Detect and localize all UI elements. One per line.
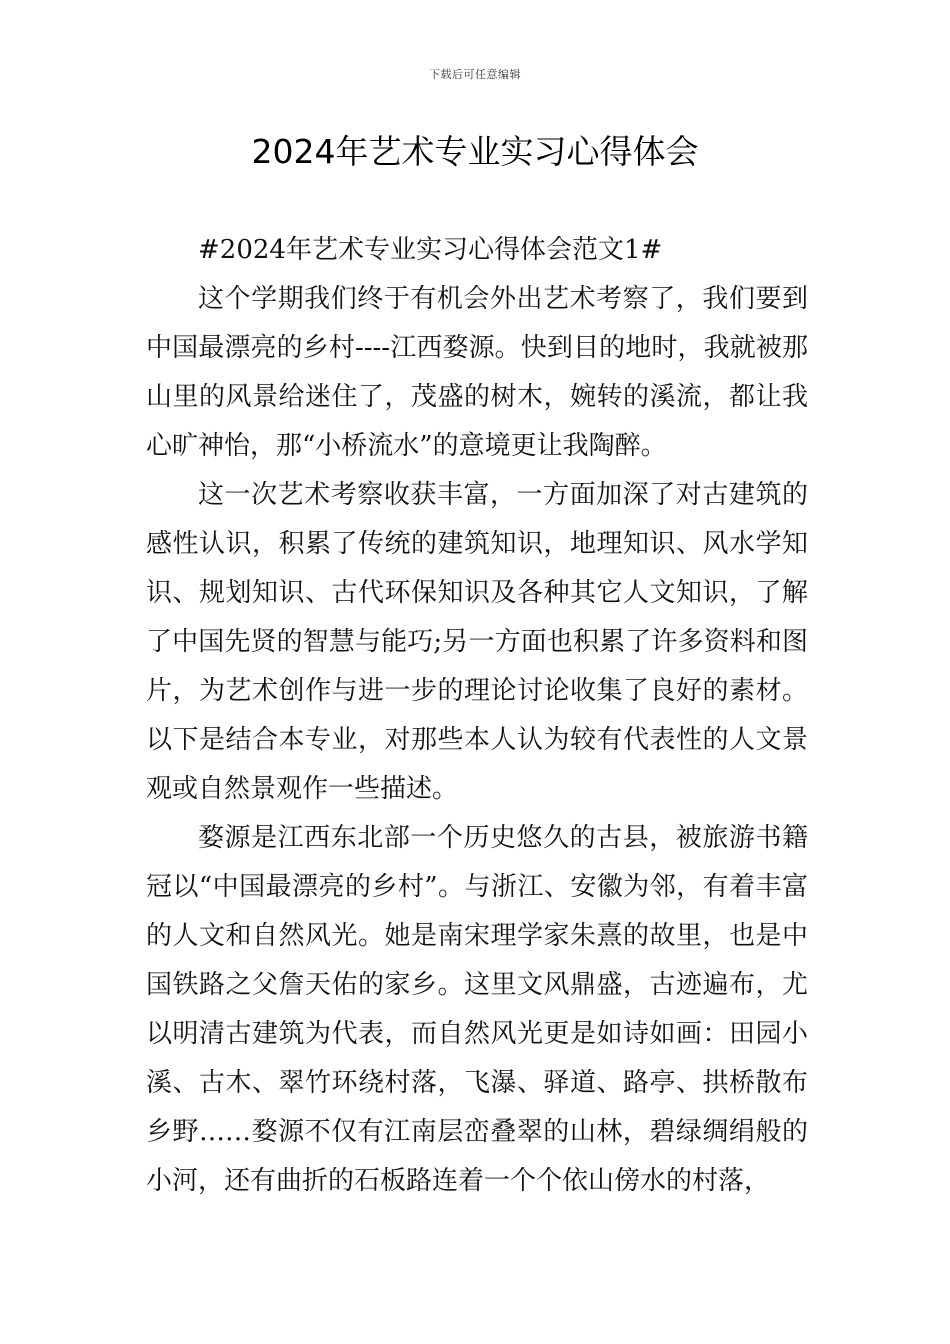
document-title: 2024年艺术专业实习心得体会 [251,132,699,171]
document-body [146,226,808,1206]
section-subheading: #2024年艺术专业实习心得体会范文1# [198,235,663,265]
header-note: 下载后可任意编辑 [429,68,521,81]
paragraph-2: 这一次艺术考察收获丰富，一方面加深了对古建筑的感性认识，积累了传统的建筑知识，地理知识、风水学知识、规划知识、古代环保知识及各种其它人文知识，了解了中国先贤的智慧与能巧;另一方面也积累了许多资料和图片，为艺术创作与进一步的理论讨论收集了良好的素材。以下是结合本专业，对那些本人认为较有代表性的人文景观或自然景观作一些描述。 [146,480,808,804]
paragraph-3: 婺源是江西东北部一个历史悠久的古县，被旅游书籍冠以“中国最漂亮的乡村”。与浙江、安徽为邻，有着丰富的人文和自然风光。她是南宋理学家朱熹的故里，也是中国铁路之父詹天佑的家乡。这里文风鼎盛，古迹遍布，尤以明清古建筑为代表，而自然风光更是如诗如画：田园小溪、古木、翠竹环绕村落，飞瀑、驿道、路亭、拱桥散布乡野……婺源不仅有江南层峦叠翠的山林，碧绿绸绢般的小河，还有曲折的石板路连着一个个依山傍水的村落， [146,823,808,1196]
paragraph-1: 这个学期我们终于有机会外出艺术考察了，我们要到中国最漂亮的乡村----江西婺源。快到目的地时，我就被那山里的风景给迷住了，茂盛的树木，婉转的溪流，都让我心旷神怡，那“小桥流水”的意境更让我陶醉。 [146,284,808,461]
